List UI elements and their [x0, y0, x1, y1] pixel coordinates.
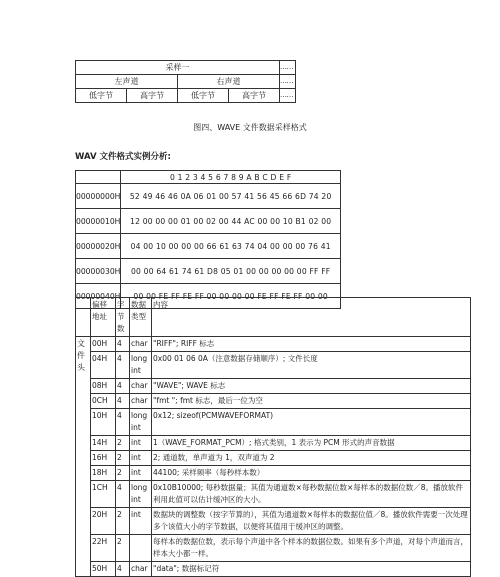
hex-offset: 00000010H [76, 209, 121, 234]
field-row [76, 337, 471, 352]
field-type [130, 535, 152, 562]
field-row [76, 466, 471, 481]
field-bytes: 4 [116, 562, 130, 577]
field-offset: 22H [91, 535, 116, 562]
field-bytes: 2 [116, 436, 130, 451]
field-content: 2; 通道数，单声道为 1，双声道为 2 [152, 451, 471, 466]
field-content: "WAVE"; WAVE 标志 [152, 379, 471, 394]
field-content: 数据块的调整数（按字节算的），其值为通道数×每样本的数据位值／8。播放软件需要一次处理多个该值大小的字节数据，以便将其值用于缓冲区的调整。 [152, 508, 471, 535]
field-offset: 16H [91, 451, 116, 466]
field-type: int [130, 466, 152, 481]
blank-cell [76, 298, 91, 337]
figure-caption: 图四、WAVE 文件数据采样格式 [193, 123, 307, 132]
field-content: 0x12; sizeof(PCMWAVEFORMAT) [152, 409, 471, 436]
hex-bytes: 04 00 10 00 00 00 66 61 63 74 04 00 00 00 76 41 [121, 234, 341, 259]
hex-row [76, 234, 341, 259]
sample-label: 采样一 [76, 61, 280, 75]
column-header-type: 数据类型 [130, 298, 152, 337]
field-offset: 14H [91, 436, 116, 451]
field-row [76, 451, 471, 466]
field-header-row [76, 298, 471, 337]
field-content: 0x10B10000; 每秒数据量；其值为通道数×每秒数据位数×每样本的数据位数／8。播放软件利用此值可以估计缓冲区的大小。 [152, 481, 471, 508]
hex-header-row [76, 171, 341, 184]
sample-format-table [75, 60, 296, 103]
field-bytes: 4 [116, 409, 130, 436]
field-type: char [130, 394, 152, 409]
field-type: char [130, 337, 152, 352]
field-type: int [130, 508, 152, 535]
field-row [76, 508, 471, 535]
field-row [76, 379, 471, 394]
sample-row-2 [76, 75, 296, 89]
sample-dots: …… [280, 61, 296, 75]
hex-offset: 00000020H [76, 234, 121, 259]
hex-row [76, 184, 341, 209]
hex-offset: 00000030H [76, 259, 121, 284]
section-heading: WAV 文件格式实例分析: [75, 152, 171, 162]
field-bytes: 2 [116, 535, 130, 562]
field-row [76, 394, 471, 409]
field-offset: 00H [91, 337, 116, 352]
field-content: 0x00 01 06 0A（注意数据存储顺序）; 文件长度 [152, 352, 471, 379]
sample-dots: …… [280, 75, 296, 89]
field-row [76, 352, 471, 379]
byte-label: 高字节 [229, 89, 280, 103]
hex-offset: 00000040H [76, 284, 121, 309]
hex-bytes: 00 00 64 61 74 61 D8 05 01 00 00 00 00 00 FF FF [121, 259, 341, 284]
byte-label: 低字节 [76, 89, 127, 103]
hex-bytes: 00 00 FE FF FE FF 00 00 00 00 FE FF FE FF 00 00 [121, 284, 341, 309]
column-header-offset: 偏移地址 [91, 298, 116, 337]
field-content: 44100; 采样频率（每秒样本数） [152, 466, 471, 481]
field-bytes: 2 [116, 451, 130, 466]
sample-dots: …… [280, 89, 296, 103]
hex-dump-table [75, 170, 341, 309]
field-bytes: 4 [116, 394, 130, 409]
column-header-content: 内容 [152, 298, 471, 337]
field-bytes: 2 [116, 508, 130, 535]
hex-bytes: 52 49 46 46 0A 06 01 00 57 41 56 45 66 6D 74 20 [121, 184, 341, 209]
wav-header-field-table [75, 297, 471, 577]
file-header-section-label: 文件头 [76, 337, 91, 577]
field-content: 1（WAVE_FORMAT_PCM）; 格式类别，1 表示为 PCM 形式的声音数据 [152, 436, 471, 451]
field-content: "fmt "; fmt 标志，最后一位为空 [152, 394, 471, 409]
field-row [76, 562, 471, 577]
hex-column-header: 0 1 2 3 4 5 6 7 8 9 A B C D E F [121, 171, 341, 184]
field-content: "RIFF"; RIFF 标志 [152, 337, 471, 352]
field-type: long int [130, 409, 152, 436]
hex-offset: 00000000H [76, 184, 121, 209]
field-row [76, 535, 471, 562]
field-offset: 04H [91, 352, 116, 379]
field-offset: 1CH [91, 481, 116, 508]
field-bytes: 4 [116, 481, 130, 508]
field-offset: 0CH [91, 394, 116, 409]
field-offset: 20H [91, 508, 116, 535]
hex-row [76, 209, 341, 234]
field-row [76, 409, 471, 436]
field-type: long int [130, 481, 152, 508]
field-offset: 10H [91, 409, 116, 436]
hex-corner-cell [76, 171, 121, 184]
field-type: int [130, 451, 152, 466]
field-content: 每样本的数据位数，表示每个声道中各个样本的数据位数。如果有多个声道，对每个声道而言，样本大小都一样。 [152, 535, 471, 562]
byte-label: 低字节 [178, 89, 229, 103]
sample-row-1 [76, 61, 296, 75]
column-header-bytes: 字节数 [116, 298, 130, 337]
field-offset: 18H [91, 466, 116, 481]
field-bytes: 4 [116, 352, 130, 379]
field-content: "data"; 数据标记符 [152, 562, 471, 577]
field-bytes: 4 [116, 337, 130, 352]
field-offset: 08H [91, 379, 116, 394]
left-channel-label: 左声道 [76, 75, 178, 89]
field-type: long int [130, 352, 152, 379]
field-bytes: 2 [116, 466, 130, 481]
field-bytes: 4 [116, 379, 130, 394]
field-row [76, 481, 471, 508]
hex-row [76, 259, 341, 284]
field-offset: 50H [91, 562, 116, 577]
field-type: char [130, 379, 152, 394]
hex-bytes: 12 00 00 00 01 00 02 00 44 AC 00 00 10 B1 02 00 [121, 209, 341, 234]
right-channel-label: 右声道 [178, 75, 280, 89]
field-row [76, 436, 471, 451]
field-type: int [130, 436, 152, 451]
byte-label: 高字节 [127, 89, 178, 103]
field-type: char [130, 562, 152, 577]
sample-row-3 [76, 89, 296, 103]
